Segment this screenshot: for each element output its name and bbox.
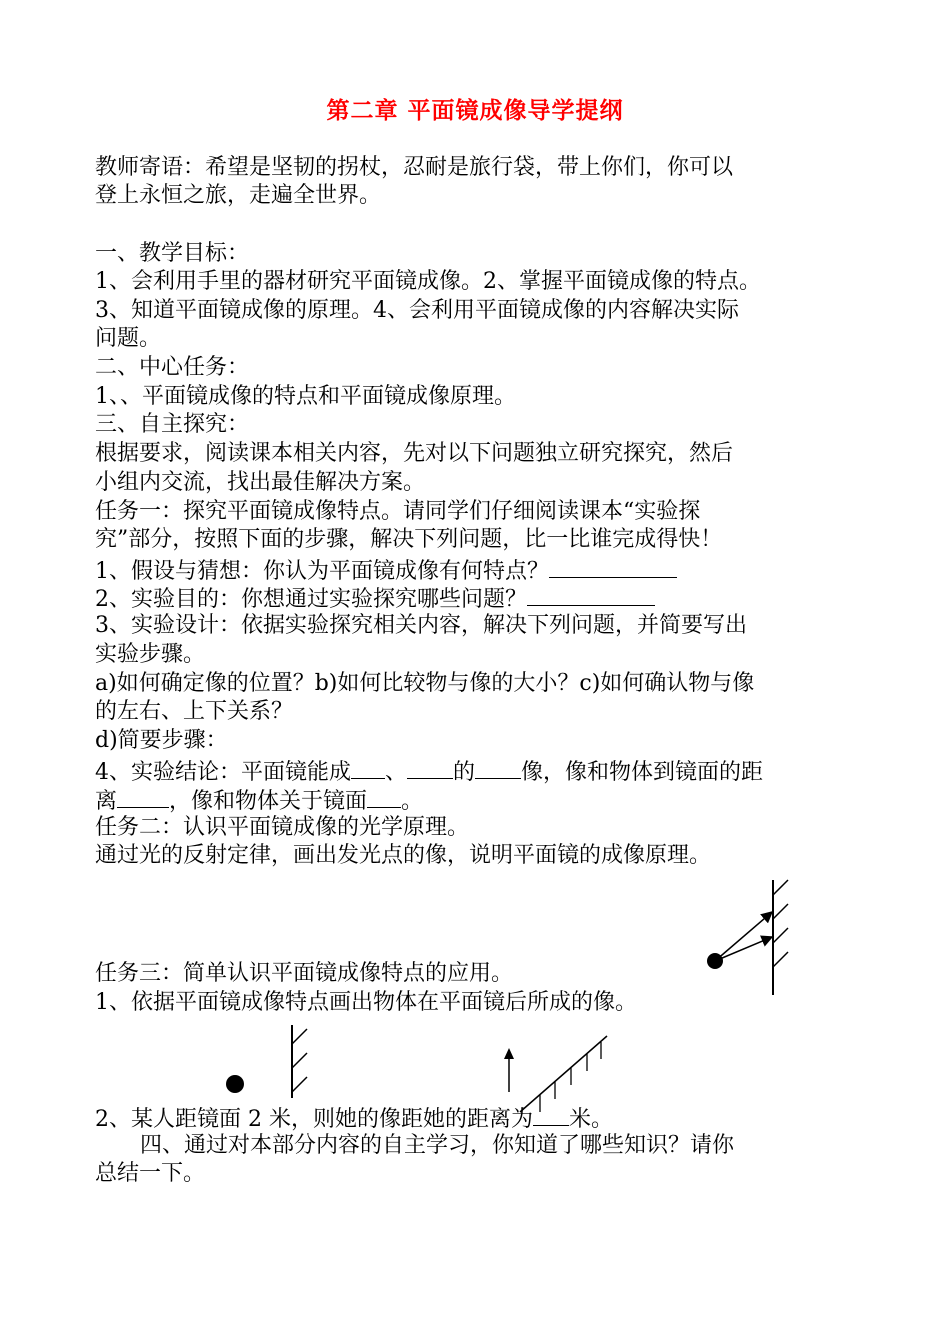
object-arrowhead: [504, 1048, 514, 1059]
design-line-2: 实验步骤。: [95, 642, 206, 667]
distance-answer-blank[interactable]: [533, 1103, 569, 1126]
conclusion-blank-1[interactable]: [351, 756, 385, 779]
task-three-heading: 任务三：简单认识平面镜成像特点的应用。: [95, 961, 514, 986]
hypothesis-answer-blank[interactable]: [549, 555, 677, 578]
purpose-answer-blank[interactable]: [527, 583, 655, 606]
section-heading-goals: 一、教学目标：: [95, 241, 250, 266]
distance-question-unit: 米。: [568, 1107, 613, 1132]
design-questions-line-2: 的左右、上下关系？: [95, 699, 294, 724]
summary-line-1: 四、通过对本部分内容的自主学习，你知道了哪些知识？请你: [140, 1133, 735, 1158]
slanted-mirror-line: [520, 1036, 607, 1112]
hypothesis-text: 1、假设与猜想：你认为平面镜成像有何特点？: [95, 559, 549, 584]
goals-line-2: 3、知道平面镜成像的原理。4、会利用平面镜成像的内容解决实际: [95, 298, 739, 323]
conclusion-text-2: 、: [385, 760, 408, 785]
conclusion-blank-5[interactable]: [367, 785, 401, 808]
goals-line-3: 问题。: [95, 326, 162, 351]
goals-line-1: 1、会利用手里的器材研究平面镜成像。2、掌握平面镜成像的特点。: [95, 269, 761, 294]
distance-question: [95, 1103, 895, 1134]
slanted-mirror-hatching: [540, 1042, 601, 1112]
task-two-instruction: 通过光的反射定律，画出发光点的像，说明平面镜的成像原理。: [95, 843, 712, 868]
task-three-instruction: 1、依据平面镜成像特点画出物体在平面镜后所成的像。: [95, 990, 637, 1015]
purpose-text: 2、实验目的：你想通过实验探究哪些问题？: [95, 587, 527, 612]
distance-question-text: 2、某人距镜面 2 米，则她的像距她的距离为: [95, 1107, 533, 1132]
task-one-line-2: 究”部分，按照下面的步骤，解决下列问题，比一比谁完成得快！: [95, 527, 723, 552]
conclusion-line-2: [95, 785, 895, 816]
conclusion-blank-3[interactable]: [475, 756, 521, 779]
mirror-hatching: [773, 880, 788, 967]
summary-line-2: 总结一下。: [95, 1161, 206, 1186]
page-title: 第二章 平面镜成像导学提纲: [326, 98, 624, 124]
section-heading-tasks: 二、中心任务：: [95, 355, 250, 380]
task-two-heading: 任务二：认识平面镜成像的光学原理。: [95, 815, 470, 840]
conclusion-text-7: 。: [401, 789, 424, 814]
conclusion-blank-2[interactable]: [407, 756, 453, 779]
incident-ray-1: [715, 912, 772, 961]
conclusion-text-4: 像，像和物体到镜面的距: [521, 760, 764, 785]
section-heading-inquiry: 三、自主探究：: [95, 412, 250, 437]
object-mirror-diagram: [215, 1020, 315, 1100]
incident-ray-2: [715, 937, 772, 961]
inquiry-line-1: 根据要求，阅读课本相关内容，先对以下问题独立研究探究，然后: [95, 441, 734, 466]
design-line-1: 3、实验设计：依据实验探究相关内容，解决下列问题，并简要写出: [95, 613, 747, 638]
teacher-message-line-1: 教师寄语：希望是坚韧的拐杖，忍耐是旅行袋，带上你们，你可以: [95, 155, 734, 180]
purpose-question: [95, 583, 895, 614]
teacher-message-line-2: 登上永恒之旅，走遍全世界。: [95, 183, 382, 208]
conclusion-line-1: [95, 756, 895, 787]
conclusion-text-5: 离: [95, 789, 118, 814]
conclusion-blank-4[interactable]: [117, 785, 169, 808]
design-questions-line-1: a)如何确定像的位置？b)如何比较物与像的大小？c)如何确认物与像: [95, 671, 755, 696]
design-steps: d)简要步骤：: [95, 728, 228, 753]
tasks-line-1: 1、、平面镜成像的特点和平面镜成像原理。: [95, 384, 516, 409]
object-dot: [226, 1075, 244, 1093]
task-one-line-1: 任务一：探究平面镜成像特点。请同学们仔细阅读课本“实验探: [95, 499, 701, 524]
mirror-hatching: [292, 1029, 307, 1092]
hypothesis-question: [95, 555, 895, 586]
conclusion-text-6: ，像和物体关于镜面: [169, 789, 368, 814]
conclusion-text-1: 4、实验结论：平面镜能成: [95, 760, 351, 785]
conclusion-text-3: 的: [453, 760, 476, 785]
inquiry-line-2: 小组内交流，找出最佳解决方案。: [95, 470, 426, 495]
